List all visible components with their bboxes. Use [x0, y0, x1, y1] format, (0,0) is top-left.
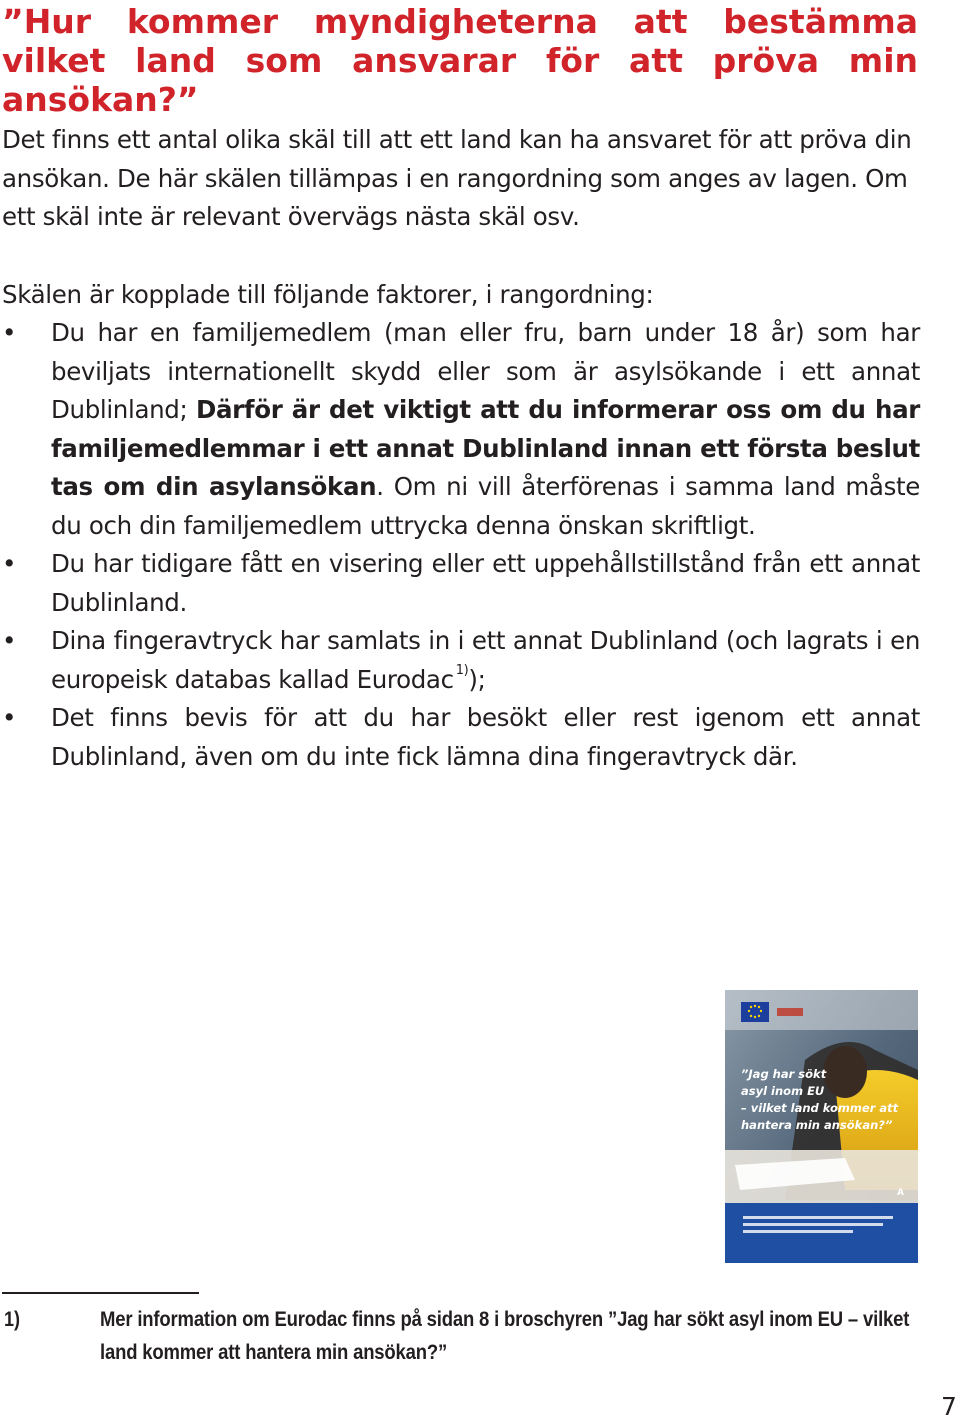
- brochure-cover-title: ”Jag har sökt asyl inom EU – vilket land kommer att hantera min ansökan?”: [741, 1067, 899, 1132]
- brochure-cover-image[interactable]: [725, 990, 918, 1263]
- page-title: ”Hur kommer myndigheterna att bestämma vilket land som ansvarar för att pröva min ansökan?”: [2, 2, 918, 119]
- criterion-fingerprints-end: );: [468, 664, 486, 694]
- footnote-number: 1): [4, 1308, 21, 1331]
- intro-paragraph: Det finns ett antal olika skäl till att ett land kan ha ansvaret för att pröva din ansökan. De här skälen tillämpas i en rangordning som anges av lagen. Om ett skäl inte är relevant övervägs nästa skäl osv.: [2, 125, 912, 231]
- criterion-fingerprints: [2, 622, 920, 699]
- page-number: 7: [941, 1392, 957, 1421]
- criterion-family-member: [2, 314, 920, 545]
- criterion-travel-evidence: [2, 699, 920, 776]
- criterion-visa-text: Du har tidigare fått en visering eller ett uppehållstillstånd från ett annat Dublinland.: [51, 549, 920, 617]
- footnote-text: Mer information om Eurodac finns på sidan 8 i broschyren ”Jag har sökt asyl inom EU – vilket land kommer att hantera min ansökan?”: [100, 1307, 910, 1364]
- bullet-icon: •: [2, 703, 17, 732]
- bullet-icon: •: [2, 626, 17, 655]
- footnote-reference[interactable]: 1): [455, 662, 469, 678]
- svg-text:A: A: [897, 1188, 904, 1198]
- criterion-family-text: Du har en familjemedlem (man eller fru, barn under 18 år) som har beviljats internationellt skydd eller som är asylsökande i ett annat Dublinland;: [51, 318, 920, 424]
- criterion-travel-text: Det finns bevis för att du har besökt eller rest igenom ett annat Dublinland, även om du inte fick lämna dina fingeravtryck där.: [51, 703, 920, 771]
- criteria-lead-in: Skälen är kopplade till följande faktorer, i rangordning:: [2, 280, 654, 309]
- footnote-divider: [2, 1292, 199, 1294]
- family-important-notice: Därför är det viktigt att du informerar oss om du har familjemedlemmar i ett annat Dublinland innan ett första beslut tas om din asylansökan: [51, 395, 920, 501]
- family-reunite-text: . Om ni vill återförenas i samma land måste du och din familjemedlem uttrycka denna önskan skriftligt.: [51, 472, 920, 540]
- bullet-icon: •: [2, 549, 17, 578]
- bullet-icon: •: [2, 318, 17, 347]
- criteria-list: [2, 314, 920, 776]
- criterion-visa-permit: [2, 545, 920, 622]
- criterion-fingerprints-text: Dina fingeravtryck har samlats in i ett annat Dublinland (och lagrats i en europeisk databas kallad Eurodac: [51, 626, 920, 694]
